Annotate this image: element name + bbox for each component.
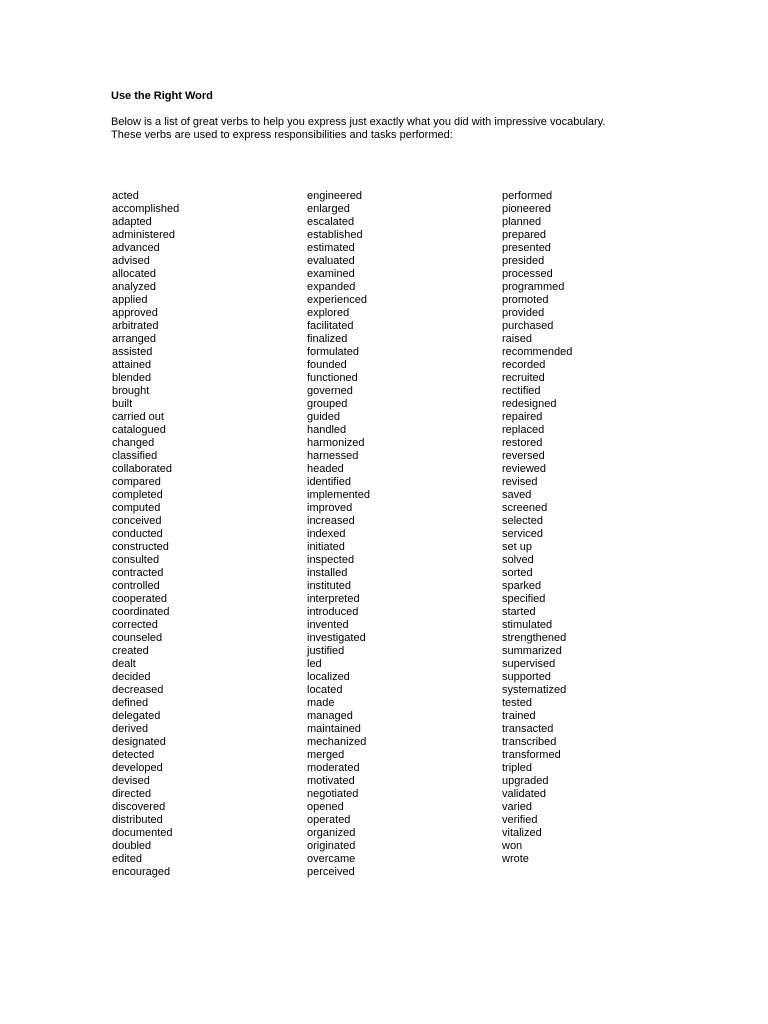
verb-list-item: assisted	[112, 346, 153, 358]
verb-list-item: completed	[112, 489, 163, 501]
verb-list-item: decreased	[112, 684, 164, 696]
verb-list-item: transcribed	[502, 736, 557, 748]
verb-list-item: replaced	[502, 424, 545, 436]
verb-list-item: led	[307, 658, 322, 670]
verb-list-item: analyzed	[112, 281, 157, 293]
verb-list-item: originated	[307, 840, 356, 852]
verb-list-item: invented	[307, 619, 349, 631]
verb-list-item: carried out	[112, 411, 164, 423]
verb-list-item: arranged	[112, 333, 157, 345]
verb-list-item: escalated	[307, 216, 355, 228]
verb-list-item: maintained	[307, 723, 361, 735]
verb-list-item: interpreted	[307, 593, 360, 605]
verb-list-item: derived	[112, 723, 149, 735]
verb-list-item: operated	[307, 814, 351, 826]
verb-list-item: motivated	[307, 775, 355, 787]
verb-list-item: reviewed	[502, 463, 547, 475]
verb-list-item: headed	[307, 463, 344, 475]
verb-list-item: handled	[307, 424, 347, 436]
verb-list-item: blended	[112, 372, 152, 384]
verb-list-item: initiated	[307, 541, 345, 553]
verb-list-item: corrected	[112, 619, 158, 631]
verb-list-item: strengthened	[502, 632, 567, 644]
verb-list-item: discovered	[112, 801, 166, 813]
verb-list-item: reversed	[502, 450, 545, 462]
verb-list-item: contracted	[112, 567, 164, 579]
verb-list-item: controlled	[112, 580, 160, 592]
verb-list-item: founded	[307, 359, 347, 371]
verb-list-item: supported	[502, 671, 551, 683]
verb-list-item: built	[112, 398, 133, 410]
verb-list-item: indexed	[307, 528, 346, 540]
verb-list-item: repaired	[502, 411, 543, 423]
verb-list-item: increased	[307, 515, 355, 527]
verb-list-item: mechanized	[307, 736, 367, 748]
verb-list-item: enlarged	[307, 203, 350, 215]
verb-list-item: collaborated	[112, 463, 172, 475]
verb-list-item: conducted	[112, 528, 163, 540]
verb-list-item: perceived	[307, 866, 355, 878]
intro-line: These verbs are used to express responsibilities and tasks performed:	[111, 129, 453, 141]
verb-list-item: established	[307, 229, 363, 241]
verb-list-item: presented	[502, 242, 551, 254]
verb-list-item: negotiated	[307, 788, 359, 800]
verb-list-item: experienced	[307, 294, 367, 306]
verb-list-item: presided	[502, 255, 545, 267]
verb-list-item: engineered	[307, 190, 363, 202]
verb-list-item: detected	[112, 749, 155, 761]
verb-list-item: consulted	[112, 554, 160, 566]
verb-list-item: harnessed	[307, 450, 359, 462]
verb-list-item: delegated	[112, 710, 161, 722]
verb-list-item: improved	[307, 502, 353, 514]
verb-list-item: opened	[307, 801, 344, 813]
verb-list-item: merged	[307, 749, 345, 761]
verb-list-item: saved	[502, 489, 532, 501]
page-title: Use the Right Word	[111, 90, 213, 102]
verb-list-item: transacted	[502, 723, 554, 735]
verb-list-item: overcame	[307, 853, 356, 865]
verb-list-item: supervised	[502, 658, 556, 670]
verb-list-item: tested	[502, 697, 532, 709]
verb-list-item: documented	[112, 827, 173, 839]
verb-list-item: recommended	[502, 346, 573, 358]
verb-list-item: inspected	[307, 554, 355, 566]
verb-list-item: transformed	[502, 749, 561, 761]
verb-list-item: installed	[307, 567, 348, 579]
verb-list-item: validated	[502, 788, 547, 800]
verb-list-item: sorted	[502, 567, 533, 579]
verb-list-item: moderated	[307, 762, 360, 774]
verb-list-item: identified	[307, 476, 352, 488]
verb-list-item: provided	[502, 307, 545, 319]
verb-list-item: adapted	[112, 216, 152, 228]
verb-list-item: advised	[112, 255, 150, 267]
verb-list-item: formulated	[307, 346, 359, 358]
verb-list-item: prepared	[502, 229, 547, 241]
verb-list-item: devised	[112, 775, 150, 787]
verb-list-item: recruited	[502, 372, 545, 384]
verb-list-item: rectified	[502, 385, 541, 397]
verb-list-item: counseled	[112, 632, 163, 644]
verb-list-item: processed	[502, 268, 553, 280]
verb-list-item: coordinated	[112, 606, 170, 618]
verb-list-item: recorded	[502, 359, 546, 371]
verb-list-item: set up	[502, 541, 532, 553]
verb-list-item: defined	[112, 697, 149, 709]
verb-list-item: localized	[307, 671, 350, 683]
verb-list-item: vitalized	[502, 827, 542, 839]
verb-list-item: purchased	[502, 320, 554, 332]
verb-list-item: brought	[112, 385, 150, 397]
verb-list-item: arbitrated	[112, 320, 159, 332]
verb-list-item: performed	[502, 190, 553, 202]
verb-list-item: summarized	[502, 645, 562, 657]
verb-list-item: governed	[307, 385, 353, 397]
verb-column-1	[112, 190, 179, 879]
verb-list-item: won	[502, 840, 523, 852]
verb-list-item: designated	[112, 736, 166, 748]
verb-list-item: promoted	[502, 294, 549, 306]
verb-list-item: decided	[112, 671, 151, 683]
verb-list-item: explored	[307, 307, 350, 319]
verb-list-item: located	[307, 684, 343, 696]
verb-list-item: constructed	[112, 541, 169, 553]
verb-list-item: classified	[112, 450, 158, 462]
verb-list-item: examined	[307, 268, 355, 280]
verb-list-item: finalized	[307, 333, 348, 345]
verb-list-item: implemented	[307, 489, 370, 501]
verb-list-item: stimulated	[502, 619, 553, 631]
verb-list-item: harmonized	[307, 437, 365, 449]
verb-list-item: serviced	[502, 528, 543, 540]
verb-list-item: applied	[112, 294, 148, 306]
verb-list-item: justified	[307, 645, 345, 657]
verb-list-item: pioneered	[502, 203, 551, 215]
verb-list-item: screened	[502, 502, 548, 514]
verb-list-item: distributed	[112, 814, 163, 826]
verb-column-2	[307, 190, 370, 879]
intro-line: Below is a list of great verbs to help you express just exactly what you did with impressive vocabulary.	[111, 116, 606, 128]
verb-list-item: solved	[502, 554, 534, 566]
verb-list-item: accomplished	[112, 203, 180, 215]
verb-list-item: conceived	[112, 515, 162, 527]
verb-list-item: restored	[502, 437, 543, 449]
verb-list-item: functioned	[307, 372, 358, 384]
verb-list-item: estimated	[307, 242, 355, 254]
verb-list-item: guided	[307, 411, 341, 423]
verb-list-item: approved	[112, 307, 158, 319]
verb-column-3	[502, 190, 572, 866]
verb-list-item: dealt	[112, 658, 136, 670]
verb-list-item: created	[112, 645, 149, 657]
verb-list-item: varied	[502, 801, 532, 813]
verb-list-item: grouped	[307, 398, 348, 410]
verb-list-item: redesigned	[502, 398, 557, 410]
verb-list-item: catalogued	[112, 424, 166, 436]
verb-list-item: investigated	[307, 632, 366, 644]
verb-list-item: administered	[112, 229, 175, 241]
verb-list-item: directed	[112, 788, 152, 800]
verb-list-item: systematized	[502, 684, 567, 696]
verb-list-item: wrote	[502, 853, 529, 865]
verb-list-item: raised	[502, 333, 532, 345]
verb-list-item: compared	[112, 476, 161, 488]
verb-list-item: computed	[112, 502, 161, 514]
verb-list-item: acted	[112, 190, 139, 202]
verb-list-item: started	[502, 606, 536, 618]
verb-list-item: doubled	[112, 840, 152, 852]
verb-list-item: cooperated	[112, 593, 168, 605]
intro-paragraph	[111, 116, 605, 142]
verb-list-item: introduced	[307, 606, 359, 618]
verb-list-item: facilitated	[307, 320, 354, 332]
verb-list-item: changed	[112, 437, 155, 449]
verb-list-item: evaluated	[307, 255, 355, 267]
verb-list-item: organized	[307, 827, 356, 839]
verb-list-item: upgraded	[502, 775, 549, 787]
verb-list-item: attained	[112, 359, 152, 371]
verb-list-item: encouraged	[112, 866, 171, 878]
verb-list-item: made	[307, 697, 335, 709]
verb-list-item: developed	[112, 762, 163, 774]
verb-list-item: programmed	[502, 281, 565, 293]
verb-list-item: revised	[502, 476, 538, 488]
verb-list-item: tripled	[502, 762, 532, 774]
verb-list-item: advanced	[112, 242, 160, 254]
verb-list-item: sparked	[502, 580, 542, 592]
verb-list-item: managed	[307, 710, 353, 722]
verb-list-item: verified	[502, 814, 538, 826]
verb-list-item: trained	[502, 710, 536, 722]
verb-list-item: specified	[502, 593, 546, 605]
verb-list-item: planned	[502, 216, 542, 228]
verb-list-item: edited	[112, 853, 142, 865]
verb-list-item: expanded	[307, 281, 356, 293]
verb-list-item: instituted	[307, 580, 352, 592]
verb-list-item: allocated	[112, 268, 157, 280]
verb-list-item: selected	[502, 515, 543, 527]
